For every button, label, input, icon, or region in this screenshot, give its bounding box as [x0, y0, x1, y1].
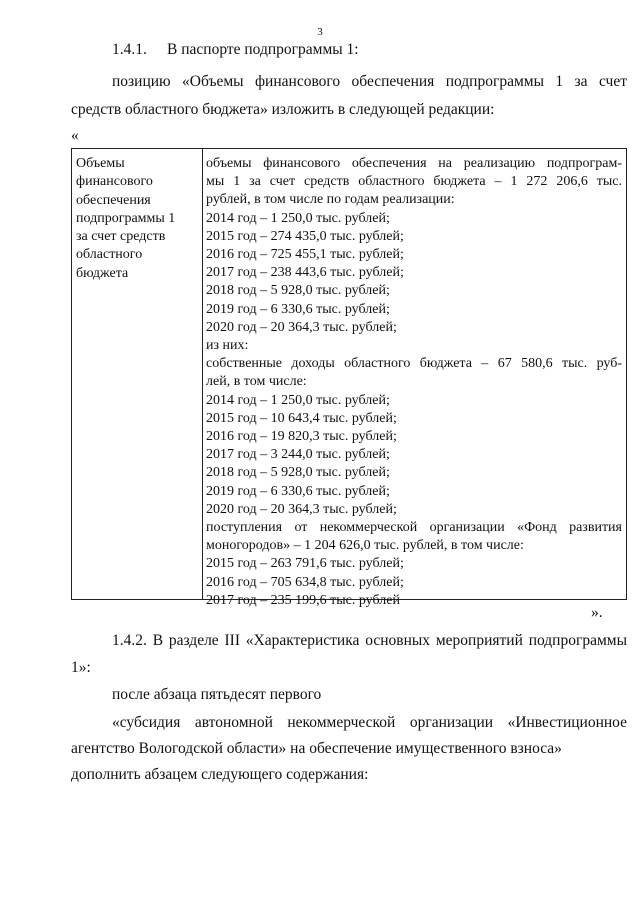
table-left-label-line: подпрограммы 1 [76, 210, 176, 226]
paragraph-subsidy-line2: агентство Вологодской области» на обеспечение имущественного взноса» [71, 740, 562, 757]
paragraph-position-line1: позицию «Объемы финансового обеспечения подпрограммы 1 за счет [112, 73, 627, 90]
table-right-line: 2016 год – 705 634,8 тыс. рублей; [206, 574, 404, 590]
table-right-line: 2018 год – 5 928,0 тыс. рублей; [206, 283, 390, 299]
table-left-label-line: за счет средств [76, 229, 166, 245]
table-right-line: 2017 год – 238 443,6 тыс. рублей; [206, 265, 404, 281]
table-right-line: 2020 год – 20 364,3 тыс. рублей; [206, 319, 397, 335]
table-right-line: рублей, в том числе по годам реализации: [206, 192, 455, 208]
table-left-label-line: обеспечения [76, 192, 151, 208]
table-right-line: поступления от некоммерческой организации «Фонд развития [206, 520, 622, 536]
table-right-line: объемы финансового обеспечения на реализацию подпрограм- [206, 156, 622, 171]
table-right-line: 2019 год – 6 330,6 тыс. рублей; [206, 301, 390, 317]
closing-quote: ». [591, 604, 603, 621]
funding-table [71, 148, 627, 608]
table-left-label-line: областного [76, 247, 143, 263]
table-right-line: моногородов» – 1 204 626,0 тыс. рублей, в том числе: [206, 538, 524, 554]
table-right-line: 2018 год – 5 928,0 тыс. рублей; [206, 465, 390, 481]
paragraph-position-line2: средств областного бюджета» изложить в следующей редакции: [71, 101, 495, 118]
table-right-line: 2015 год – 263 791,6 тыс. рублей; [206, 556, 404, 572]
section-heading-1-4-1: В паспорте подпрограммы 1: [167, 41, 359, 58]
table-right-line: 2014 год – 1 250,0 тыс. рублей; [206, 392, 390, 408]
table-left-cell [76, 155, 198, 283]
paragraph-after-51: после абзаца пятьдесят первого [112, 686, 322, 703]
table-right-line: 2020 год – 20 364,3 тыс. рублей; [206, 501, 397, 517]
table-right-cell [206, 155, 622, 610]
table-right-line: 2016 год – 725 455,1 тыс. рублей; [206, 247, 404, 263]
table-right-line: 2017 год – 3 244,0 тыс. рублей; [206, 447, 390, 463]
table-left-label-line: бюджета [76, 265, 129, 281]
paragraph-subsidy-line1: «субсидия автономной некоммерческой организации «Инвестиционное [112, 714, 627, 731]
table-right-line: 2017 год – 235 199,6 тыс. рублей [206, 592, 400, 608]
table-right-line: 2019 год – 6 330,6 тыс. рублей; [206, 483, 390, 499]
section-heading-1-4-2-line1: 1.4.2. В разделе III «Характеристика основных мероприятий подпрограммы [112, 632, 627, 649]
table-left-label-line: Объемы [76, 156, 125, 171]
table-right-line: 2016 год – 19 820,3 тыс. рублей; [206, 429, 397, 445]
table-right-line: 2014 год – 1 250,0 тыс. рублей; [206, 210, 390, 226]
table-right-line: мы 1 за счет средств областного бюджета – 1 272 206,6 тыс. [206, 174, 622, 190]
table-left-label-line: финансового [76, 174, 153, 190]
table-right-line: 2015 год – 10 643,4 тыс. рублей; [206, 410, 397, 426]
table-right-line: 2015 год – 274 435,0 тыс. рублей; [206, 228, 404, 244]
section-heading-1-4-2-line2: 1»: [71, 659, 91, 676]
paragraph-add: дополнить абзацем следующего содержания: [71, 766, 369, 783]
table-right-line: из них: [206, 338, 249, 354]
table-right-line: собственные доходы областного бюджета – 67 580,6 тыс. руб- [206, 356, 622, 372]
section-number-1-4-1: 1.4.1. [112, 41, 147, 58]
table-right-line: лей, в том числе: [206, 374, 307, 390]
table-column-divider [202, 149, 203, 599]
page-number: 3 [317, 26, 323, 38]
opening-quote: « [71, 127, 79, 144]
